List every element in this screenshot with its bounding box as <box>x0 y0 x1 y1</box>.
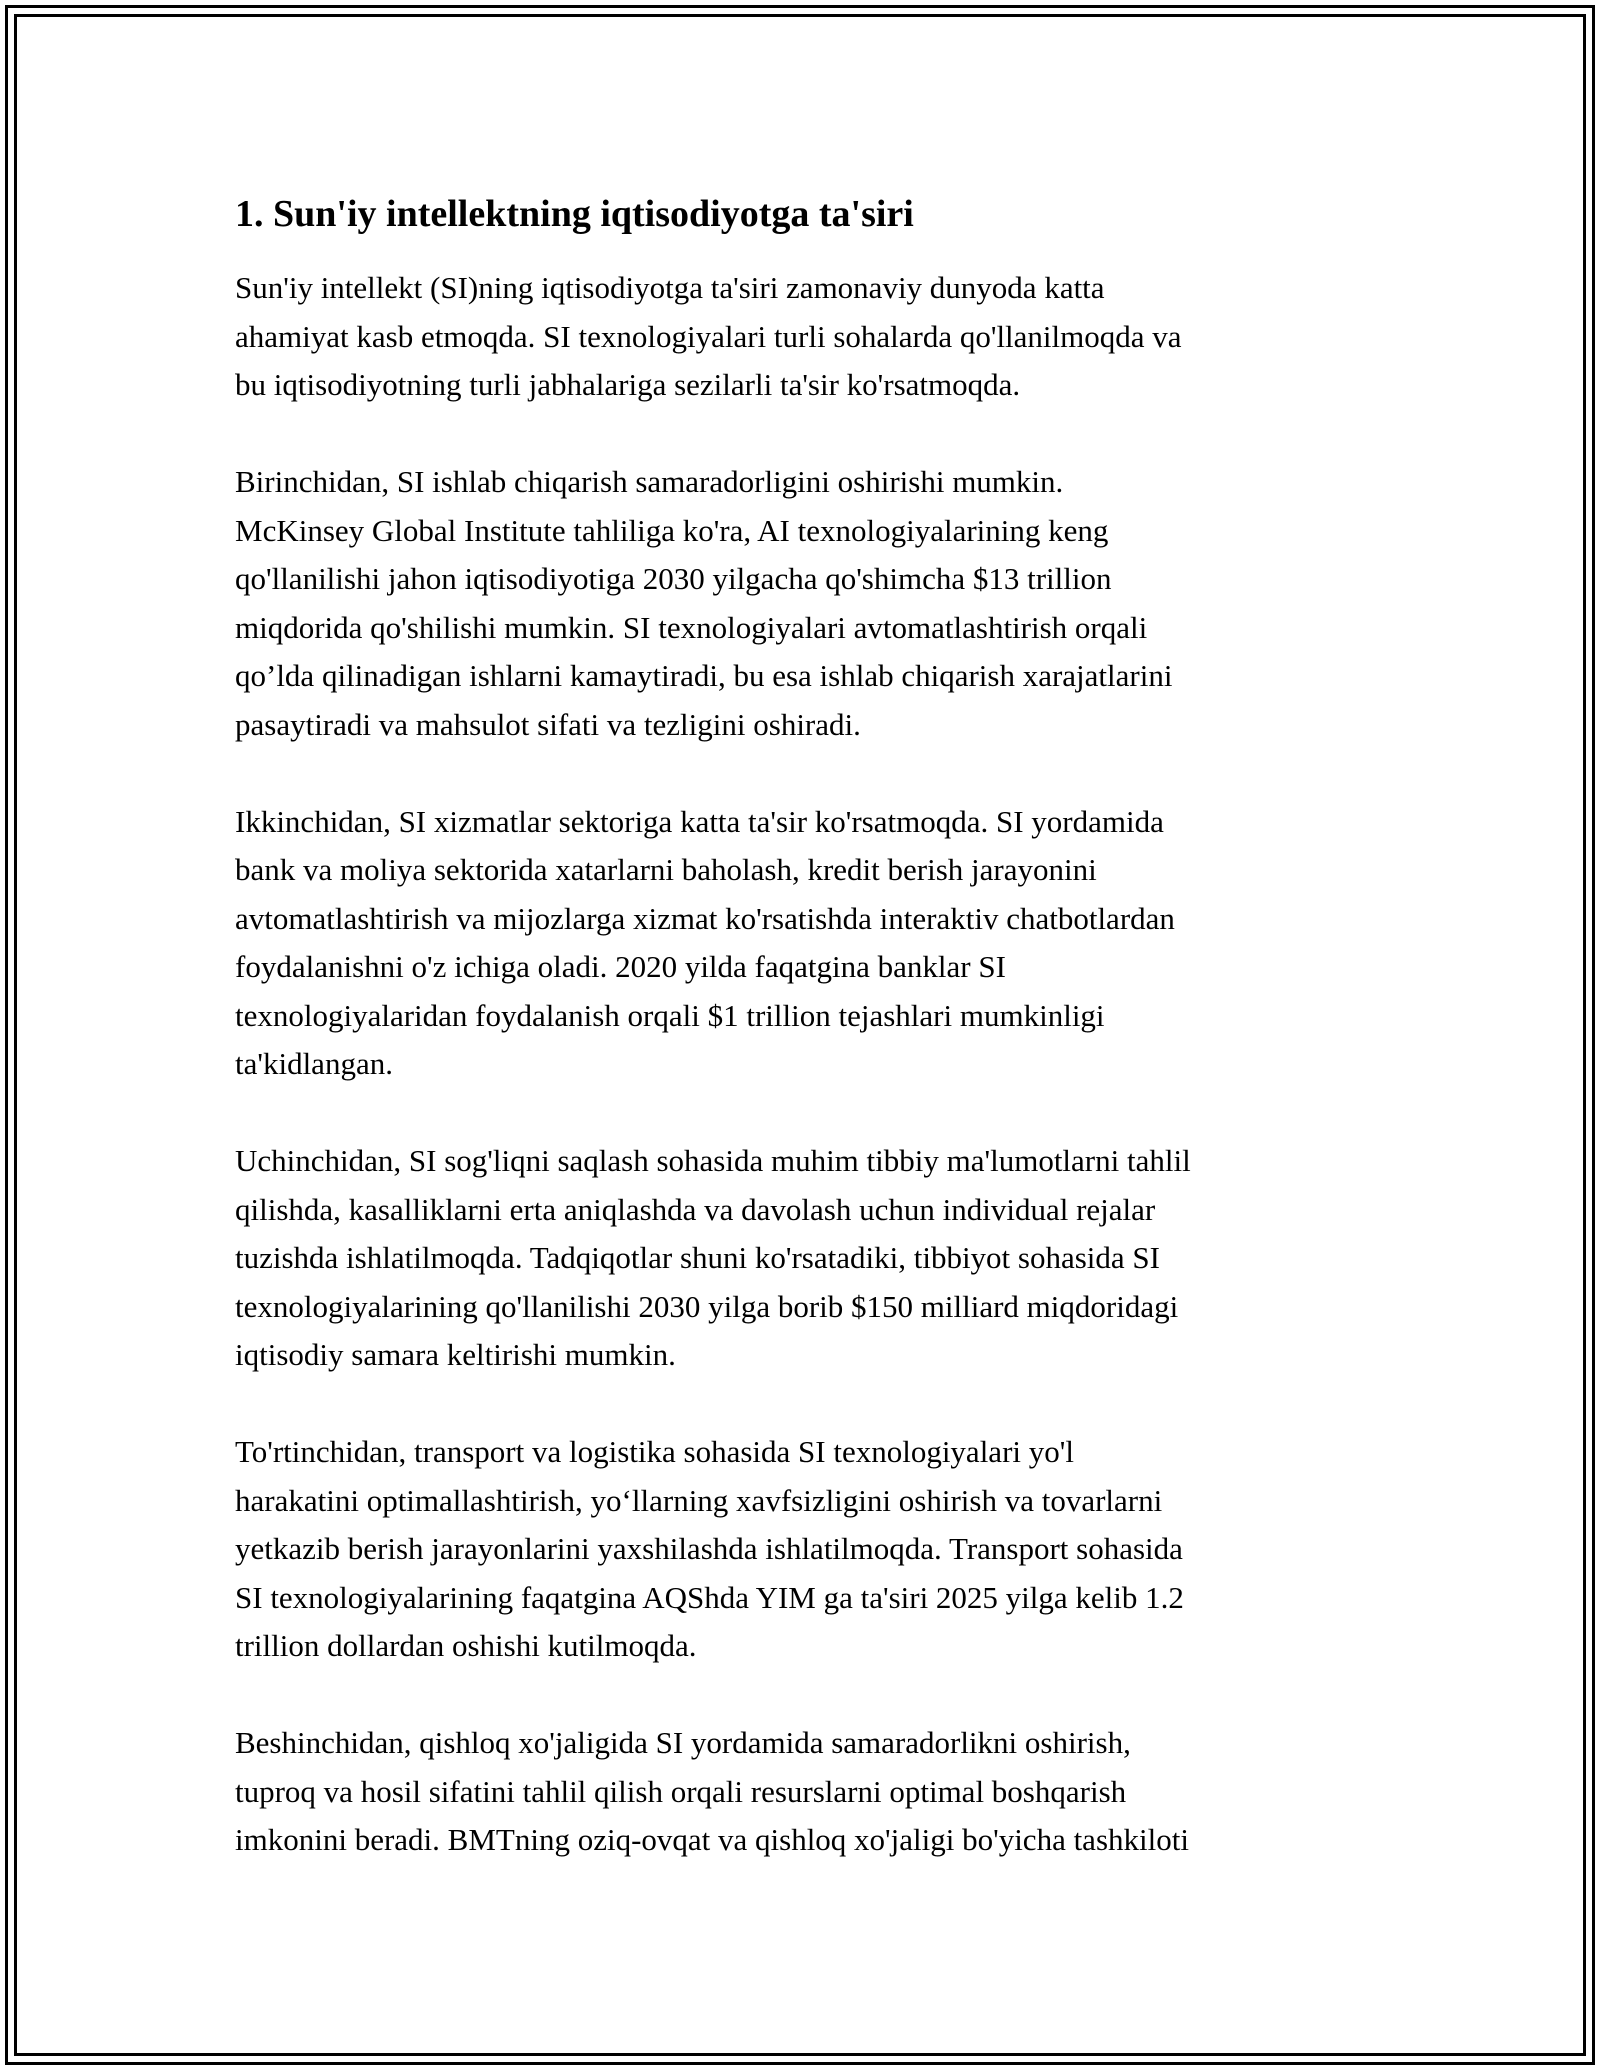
text-line: SI texnologiyalarining faqatgina AQShda YIM ga ta'siri 2025 yilga kelib 1.2 <box>235 1579 1184 1615</box>
text-line: To'rtinchidan, transport va logistika sohasida SI texnologiyalari yo'l <box>235 1434 1074 1469</box>
paragraph-second <box>235 798 1385 1089</box>
paragraph-first <box>235 458 1385 749</box>
text-line: texnologiyalaridan foydalanish orqali $1 trillion tejashlari mumkinligi <box>235 997 1105 1033</box>
document-body <box>235 190 1385 1913</box>
text-line: harakatini optimallashtirish, yo‘llarning xavfsizligini oshirish va tovarlarni <box>235 1482 1163 1518</box>
paragraph-fifth <box>235 1719 1385 1865</box>
text-line: iqtisodiy samara keltirishi mumkin. <box>235 1337 676 1372</box>
text-line: ahamiyat kasb etmoqda. SI texnologiyalari turli sohalarda qo'llanilmoqda va <box>235 318 1182 354</box>
text-line: bu iqtisodiyotning turli jabhalariga sezilarli ta'sir ko'rsatmoqda. <box>235 367 1021 402</box>
paragraph-intro <box>235 264 1385 410</box>
text-line: ta'kidlangan. <box>235 1046 393 1081</box>
text-line: trillion dollardan oshishi kutilmoqda. <box>235 1628 697 1663</box>
text-line: miqdorida qo'shilishi mumkin. SI texnologiyalari avtomatlashtirish orqali <box>235 609 1148 645</box>
text-line: Sun'iy intellekt (SI)ning iqtisodiyotga ta'siri zamonaviy dunyoda katta <box>235 270 1105 305</box>
text-line: qo’lda qilinadigan ishlarni kamaytiradi, bu esa ishlab chiqarish xarajatlarini <box>235 658 1173 693</box>
paragraph-third <box>235 1137 1385 1380</box>
text-line: Birinchidan, SI ishlab chiqarish samaradorligini oshirishi mumkin. <box>235 464 1064 499</box>
text-line: texnologiyalarining qo'llanilishi 2030 yilga borib $150 milliard miqdoridagi <box>235 1288 1179 1324</box>
text-line: imkonini beradi. BMTning oziq-ovqat va qishloq xo'jaligi bo'yicha tashkiloti <box>235 1822 1189 1857</box>
text-line: pasaytiradi va mahsulot sifati va tezligini oshiradi. <box>235 706 861 742</box>
section-heading: 1. Sun'iy intellektning iqtisodiyotga ta'siri <box>235 193 914 235</box>
text-line: qo'llanilishi jahon iqtisodiyotiga 2030 yilgacha qo'shimcha $13 trillion <box>235 561 1112 596</box>
text-line: tuzishda ishlatilmoqda. Tadqiqotlar shuni ko'rsatadiki, tibbiyot sohasida SI <box>235 1240 1160 1275</box>
text-line: Uchinchidan, SI sog'liqni saqlash sohasida muhim tibbiy ma'lumotlarni tahlil <box>235 1143 1191 1178</box>
paragraph-fourth <box>235 1428 1385 1671</box>
text-line: Ikkinchidan, SI xizmatlar sektoriga katta ta'sir ko'rsatmoqda. SI yordamida <box>235 803 1164 839</box>
text-line: McKinsey Global Institute tahliliga ko'ra, AI texnologiyalarining keng <box>235 512 1109 548</box>
text-line: foydalanishni o'z ichiga oladi. 2020 yilda faqatgina banklar SI <box>235 949 1006 984</box>
text-line: yetkazib berish jarayonlarini yaxshilashda ishlatilmoqda. Transport sohasida <box>235 1531 1183 1566</box>
text-line: tuproq va hosil sifatini tahlil qilish orqali resurslarni optimal boshqarish <box>235 1773 1127 1809</box>
text-line: Beshinchidan, qishloq xo'jaligida SI yordamida samaradorlikni oshirish, <box>235 1725 1131 1760</box>
text-line: bank va moliya sektorida xatarlarni baholash, kredit berish jarayonini <box>235 852 1097 887</box>
text-line: avtomatlashtirish va mijozlarga xizmat ko'rsatishda interaktiv chatbotlardan <box>235 900 1175 936</box>
text-line: qilishda, kasalliklarni erta aniqlashda va davolash uchun individual rejalar <box>235 1191 1156 1227</box>
